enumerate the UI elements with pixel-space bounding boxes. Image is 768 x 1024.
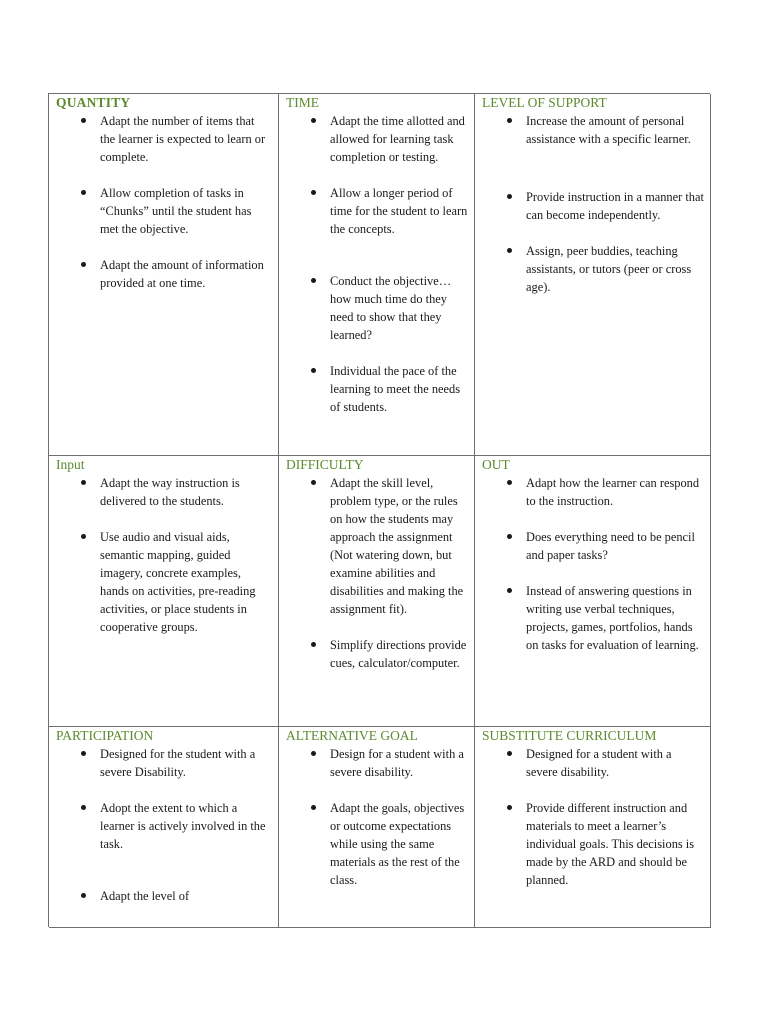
cell-participation bbox=[49, 727, 279, 928]
cell-input bbox=[49, 456, 279, 727]
bullet-icon bbox=[507, 534, 512, 539]
bullet-icon bbox=[81, 480, 86, 485]
bullet-icon bbox=[507, 805, 512, 810]
cell-heading: DIFFICULTY bbox=[286, 457, 364, 472]
cell-heading: LEVEL OF SUPPORT bbox=[482, 95, 607, 110]
list-item: Adapt the number of items that the learner is expected to learn or complete. bbox=[56, 112, 272, 166]
bullet-icon bbox=[507, 588, 512, 593]
list-item: Individual the pace of the learning to meet the needs of students. bbox=[286, 362, 468, 416]
cell-difficulty bbox=[279, 456, 475, 727]
list-item: Simplify directions provide cues, calculator/computer. bbox=[286, 636, 468, 672]
bullet-icon bbox=[507, 118, 512, 123]
list-item: Allow completion of tasks in “Chunks” until the student has met the objective. bbox=[56, 184, 272, 238]
list-item: Adopt the extent to which a learner is actively involved in the task. bbox=[56, 799, 272, 853]
bullet-icon bbox=[507, 248, 512, 253]
bullet-icon bbox=[311, 642, 316, 647]
cell-heading: ALTERNATIVE GOAL bbox=[286, 728, 418, 743]
list-item: Adapt how the learner can respond to the instruction. bbox=[482, 474, 704, 510]
bullet-icon bbox=[81, 893, 86, 898]
cell-heading: PARTICIPATION bbox=[56, 728, 154, 743]
cell-time bbox=[279, 94, 475, 456]
list-item: Designed for the student with a severe Disability. bbox=[56, 745, 272, 781]
bullet-icon bbox=[81, 262, 86, 267]
list-item: Adapt the skill level, problem type, or the rules on how the students may approach the assignment (Not watering down, but examine abilities and disabilities and making the assignment fit). bbox=[286, 474, 468, 618]
list-item: Adapt the way instruction is delivered to the students. bbox=[56, 474, 272, 510]
cell-heading: SUBSTITUTE CURRICULUM bbox=[482, 728, 657, 743]
bullet-icon bbox=[81, 118, 86, 123]
list-item: Provide instruction in a manner that can become independently. bbox=[482, 188, 704, 224]
bullet-icon bbox=[507, 751, 512, 756]
cell-substitute-curriculum bbox=[475, 727, 711, 928]
bullet-icon bbox=[81, 190, 86, 195]
list-item: Does everything need to be pencil and paper tasks? bbox=[482, 528, 704, 564]
bullet-icon bbox=[81, 805, 86, 810]
cell-heading: QUANTITY bbox=[56, 95, 131, 110]
cell-out bbox=[475, 456, 711, 727]
list-item: Allow a longer period of time for the student to learn the concepts. bbox=[286, 184, 468, 238]
cell-heading: OUT bbox=[482, 457, 510, 472]
bullet-icon bbox=[311, 805, 316, 810]
list-item: Provide different instruction and materials to meet a learner’s individual goals. This decisions is made by the ARD and should be planned. bbox=[482, 799, 704, 889]
bullet-icon bbox=[311, 368, 316, 373]
bullet-icon bbox=[81, 751, 86, 756]
bullet-icon bbox=[81, 534, 86, 539]
list-item: Conduct the objective… how much time do they need to show that they learned? bbox=[286, 272, 468, 344]
list-item: Design for a student with a severe disability. bbox=[286, 745, 468, 781]
list-item: Adapt the time allotted and allowed for learning task completion or testing. bbox=[286, 112, 468, 166]
cell-alternative-goal bbox=[279, 727, 475, 928]
bullet-icon bbox=[507, 480, 512, 485]
cell-heading: Input bbox=[56, 457, 85, 472]
bullet-icon bbox=[507, 194, 512, 199]
list-item: Adapt the amount of information provided at one time. bbox=[56, 256, 272, 292]
list-item: Designed for a student with a severe disability. bbox=[482, 745, 704, 781]
cell-heading: TIME bbox=[286, 95, 319, 110]
adaptations-table bbox=[48, 93, 710, 927]
bullet-icon bbox=[311, 751, 316, 756]
list-item: Adapt the goals, objectives or outcome expectations while using the same materials as the rest of the class. bbox=[286, 799, 468, 889]
cell-quantity bbox=[49, 94, 279, 456]
list-item: Use audio and visual aids, semantic mapping, guided imagery, concrete examples, hands on activities, pre-reading activities, or place students in cooperative groups. bbox=[56, 528, 272, 636]
bullet-icon bbox=[311, 480, 316, 485]
list-item: Adapt the level of bbox=[56, 887, 272, 905]
bullet-icon bbox=[311, 190, 316, 195]
bullet-icon bbox=[311, 118, 316, 123]
list-item: Instead of answering questions in writing use verbal techniques, projects, games, portfolios, hands on tasks for evaluation of learning. bbox=[482, 582, 704, 654]
list-item: Increase the amount of personal assistance with a specific learner. bbox=[482, 112, 704, 148]
cell-level-of-support bbox=[475, 94, 711, 456]
list-item: Assign, peer buddies, teaching assistants, or tutors (peer or cross age). bbox=[482, 242, 704, 296]
bullet-icon bbox=[311, 278, 316, 283]
